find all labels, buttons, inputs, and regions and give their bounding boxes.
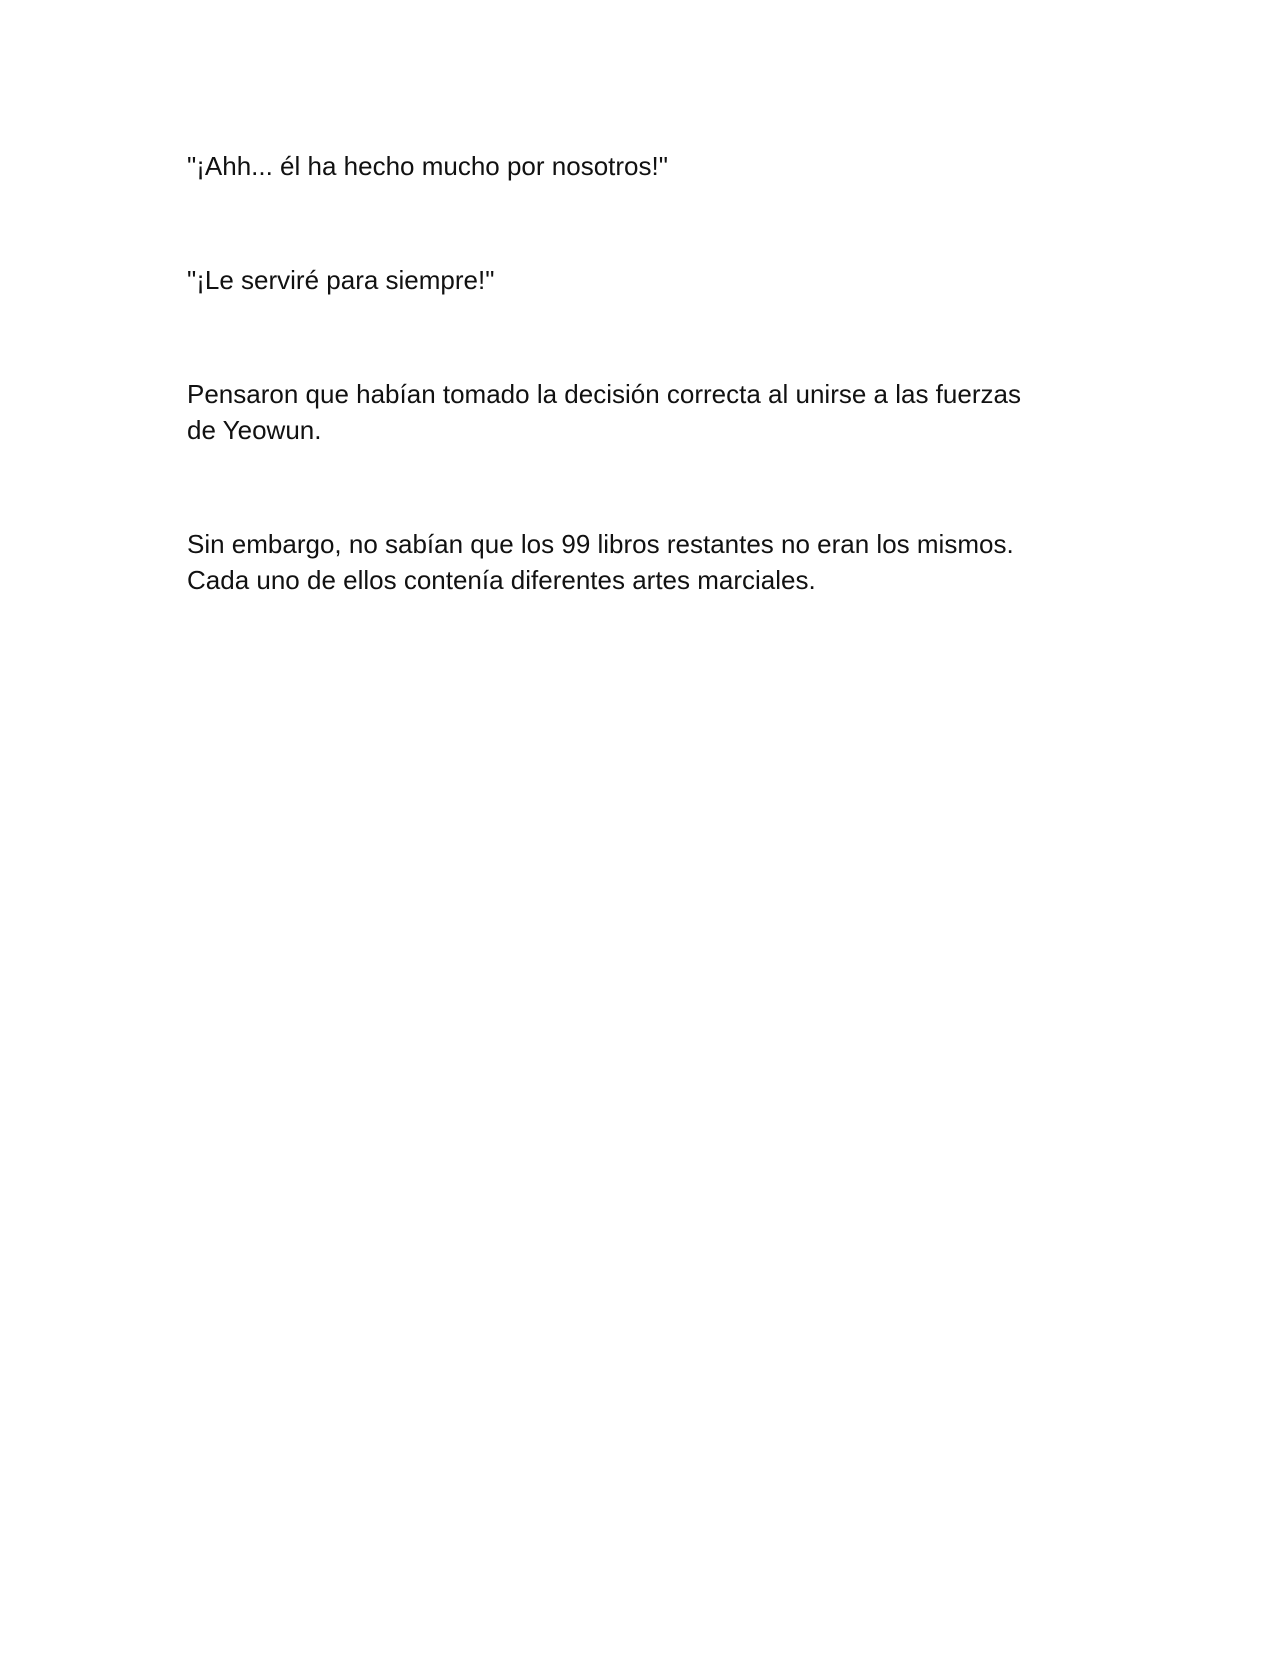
paragraph-4-line-1: Sin embargo, no sabían que los 99 libros restantes no eran los mismos. — [187, 529, 1014, 559]
paragraph-2 — [187, 262, 1087, 298]
paragraph-3-line-1: Pensaron que habían tomado la decisión correcta al unirse a las fuerzas — [187, 379, 1021, 409]
document-body — [187, 148, 1087, 598]
paragraph-2-line-1: "¡Le serviré para siempre!" — [187, 265, 495, 295]
paragraph-1 — [187, 148, 1087, 184]
paragraph-4 — [187, 526, 1087, 598]
paragraph-4-line-2: Cada uno de ellos contenía diferentes artes marciales. — [187, 565, 816, 595]
paragraph-3 — [187, 376, 1087, 448]
paragraph-3-line-2: de Yeowun. — [187, 415, 322, 445]
paragraph-1-line-1: "¡Ahh... él ha hecho mucho por nosotros!" — [187, 151, 668, 181]
